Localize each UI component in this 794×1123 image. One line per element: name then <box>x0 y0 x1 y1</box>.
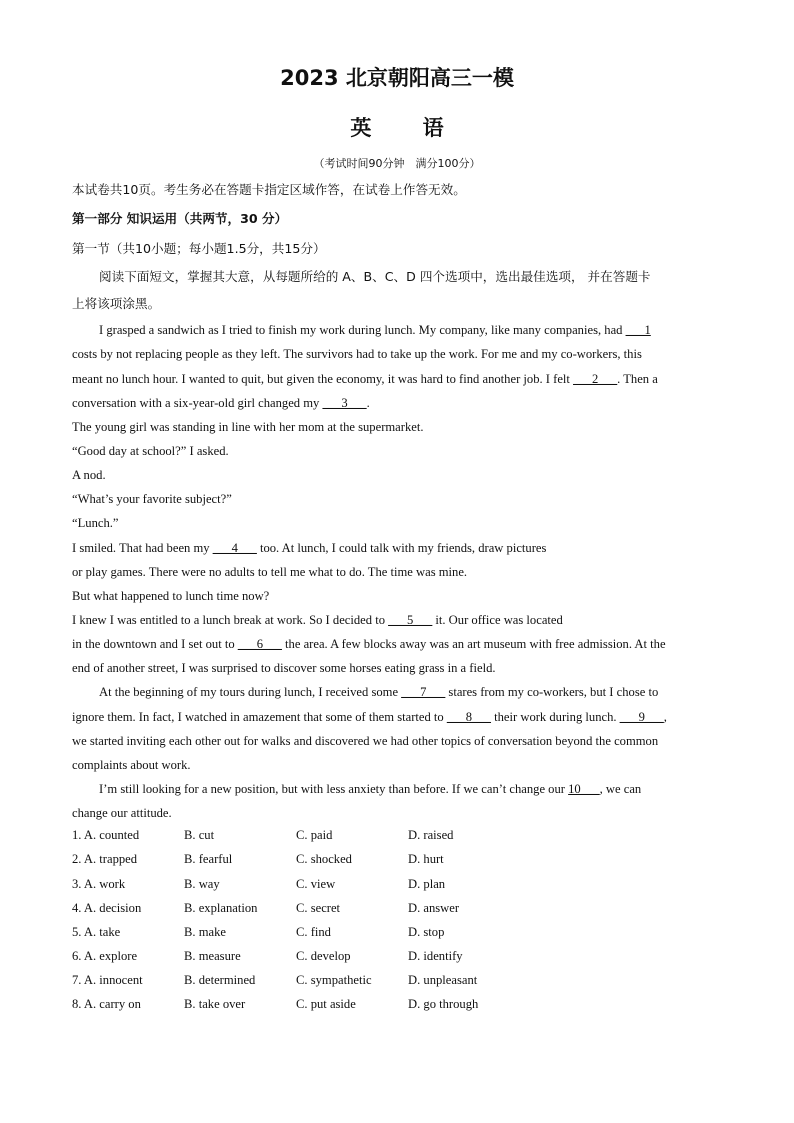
option-b: B. take over <box>184 997 246 1011</box>
passage-line: I grasped a sandwich as I tried to finish my work during lunch. My company, like many companies, had ___1 <box>99 323 651 337</box>
passage-line: we started inviting each other out for walks and discovered we had other topics of conversation beyond the common <box>72 734 659 748</box>
passage-line: conversation with a six-year-old girl changed my ___3___. <box>72 396 370 410</box>
option-d: D. raised <box>408 828 454 842</box>
option-a: 8. A. carry on <box>72 997 141 1011</box>
option-a: 1. A. counted <box>72 828 140 842</box>
passage-line: or play games. There were no adults to tell me what to do. The time was mine. <box>72 565 468 579</box>
blank-4: ___4___ <box>212 541 257 555</box>
blank-1: ___1 <box>625 323 651 337</box>
blank-9: ___9___ <box>619 710 664 724</box>
blank-2: ___2___ <box>573 372 618 386</box>
option-d: D. unpleasant <box>408 973 478 987</box>
passage-line: meant no lunch hour. I wanted to quit, but given the economy, it was hard to find another job. I felt ___2___. Then a <box>72 372 658 386</box>
passage-line: ignore them. In fact, I watched in amazement that some of them started to ___8___ their work during lunch. ___9___, <box>72 710 667 724</box>
passage-line: “Lunch.” <box>72 516 119 530</box>
option-d: D. hurt <box>408 852 444 866</box>
option-d: D. plan <box>408 877 446 891</box>
option-a: 7. A. innocent <box>72 973 143 987</box>
passage-line: I knew I was entitled to a lunch break at work. So I decided to ___5___ it. Our office was located <box>72 613 563 627</box>
option-a: 4. A. decision <box>72 901 142 915</box>
option-c: C. secret <box>296 901 341 915</box>
passage-line: I’m still looking for a new position, but with less anxiety than before. If we can’t change our 10___, we can <box>99 782 642 796</box>
option-c: C. paid <box>296 828 333 842</box>
option-b: B. make <box>184 925 226 939</box>
option-c: C. develop <box>296 949 351 963</box>
instructions-line-2: 上将该项涂黑。 <box>72 296 161 311</box>
exam-title: 2023 北京朝阳高三一模 <box>280 66 514 90</box>
option-d: D. answer <box>408 901 460 915</box>
passage-line: “What’s your favorite subject?” <box>72 492 232 506</box>
blank-7: ___7___ <box>401 685 446 699</box>
blank-3: ___3___ <box>322 396 367 410</box>
passage-line: in the downtown and I set out to ___6___ the area. A few blocks away was an art museum with free admission. At the <box>72 637 666 651</box>
passage-line: “Good day at school?” I asked. <box>72 444 229 458</box>
option-c: C. find <box>296 925 331 939</box>
option-b: B. way <box>184 877 220 891</box>
passage-line: complaints about work. <box>72 758 191 772</box>
passage-line: The young girl was standing in line with her mom at the supermarket. <box>72 420 424 434</box>
option-b: B. measure <box>184 949 241 963</box>
section-heading: 第一节（共10小题；每小题1.5分，共15分） <box>72 241 326 256</box>
option-a: 6. A. explore <box>72 949 138 963</box>
passage-line: But what happened to lunch time now? <box>72 589 270 603</box>
option-b: B. fearful <box>184 852 233 866</box>
exam-info: （考试时间90分钟 满分100分） <box>313 157 481 170</box>
option-a: 3. A. work <box>72 877 126 891</box>
subject-title: 英 语 <box>350 116 466 140</box>
option-a: 5. A. take <box>72 925 121 939</box>
option-a: 2. A. trapped <box>72 852 138 866</box>
blank-5: ___5___ <box>388 613 433 627</box>
option-c: C. put aside <box>296 997 356 1011</box>
intro-note: 本试卷共10页。考生务必在答题卡指定区域作答，在试卷上作答无效。 <box>72 182 466 197</box>
part-heading: 第一部分 知识运用（共两节，30 分） <box>72 211 288 226</box>
passage-line: costs by not replacing people as they left. The survivors had to take up the work. For me and my co-workers, this <box>72 347 642 361</box>
option-c: C. sympathetic <box>296 973 372 987</box>
option-c: C. shocked <box>296 852 352 866</box>
passage-line: change our attitude. <box>72 806 172 820</box>
passage-line: At the beginning of my tours during lunch, I received some ___7___ stares from my co-workers, but I chose to <box>99 685 659 699</box>
instructions-line-1: 阅读下面短文，掌握其大意，从每题所给的 A、B、C、D 四个选项中，选出最佳选项， 并在答题卡 <box>99 269 651 284</box>
option-b: B. cut <box>184 828 215 842</box>
option-d: D. stop <box>408 925 445 939</box>
passage-line: I smiled. That had been my ___4___ too. At lunch, I could talk with my friends, draw pictures <box>72 541 547 555</box>
option-b: B. determined <box>184 973 256 987</box>
blank-8: ___8___ <box>446 710 491 724</box>
option-c: C. view <box>296 877 336 891</box>
option-d: D. go through <box>408 997 479 1011</box>
option-b: B. explanation <box>184 901 258 915</box>
passage-line: end of another street, I was surprised to discover some horses eating grass in a field. <box>72 661 496 675</box>
passage-line: A nod. <box>72 468 106 482</box>
blank-10: 10___ <box>568 782 600 796</box>
blank-6: ___6___ <box>237 637 282 651</box>
option-d: D. identify <box>408 949 463 963</box>
